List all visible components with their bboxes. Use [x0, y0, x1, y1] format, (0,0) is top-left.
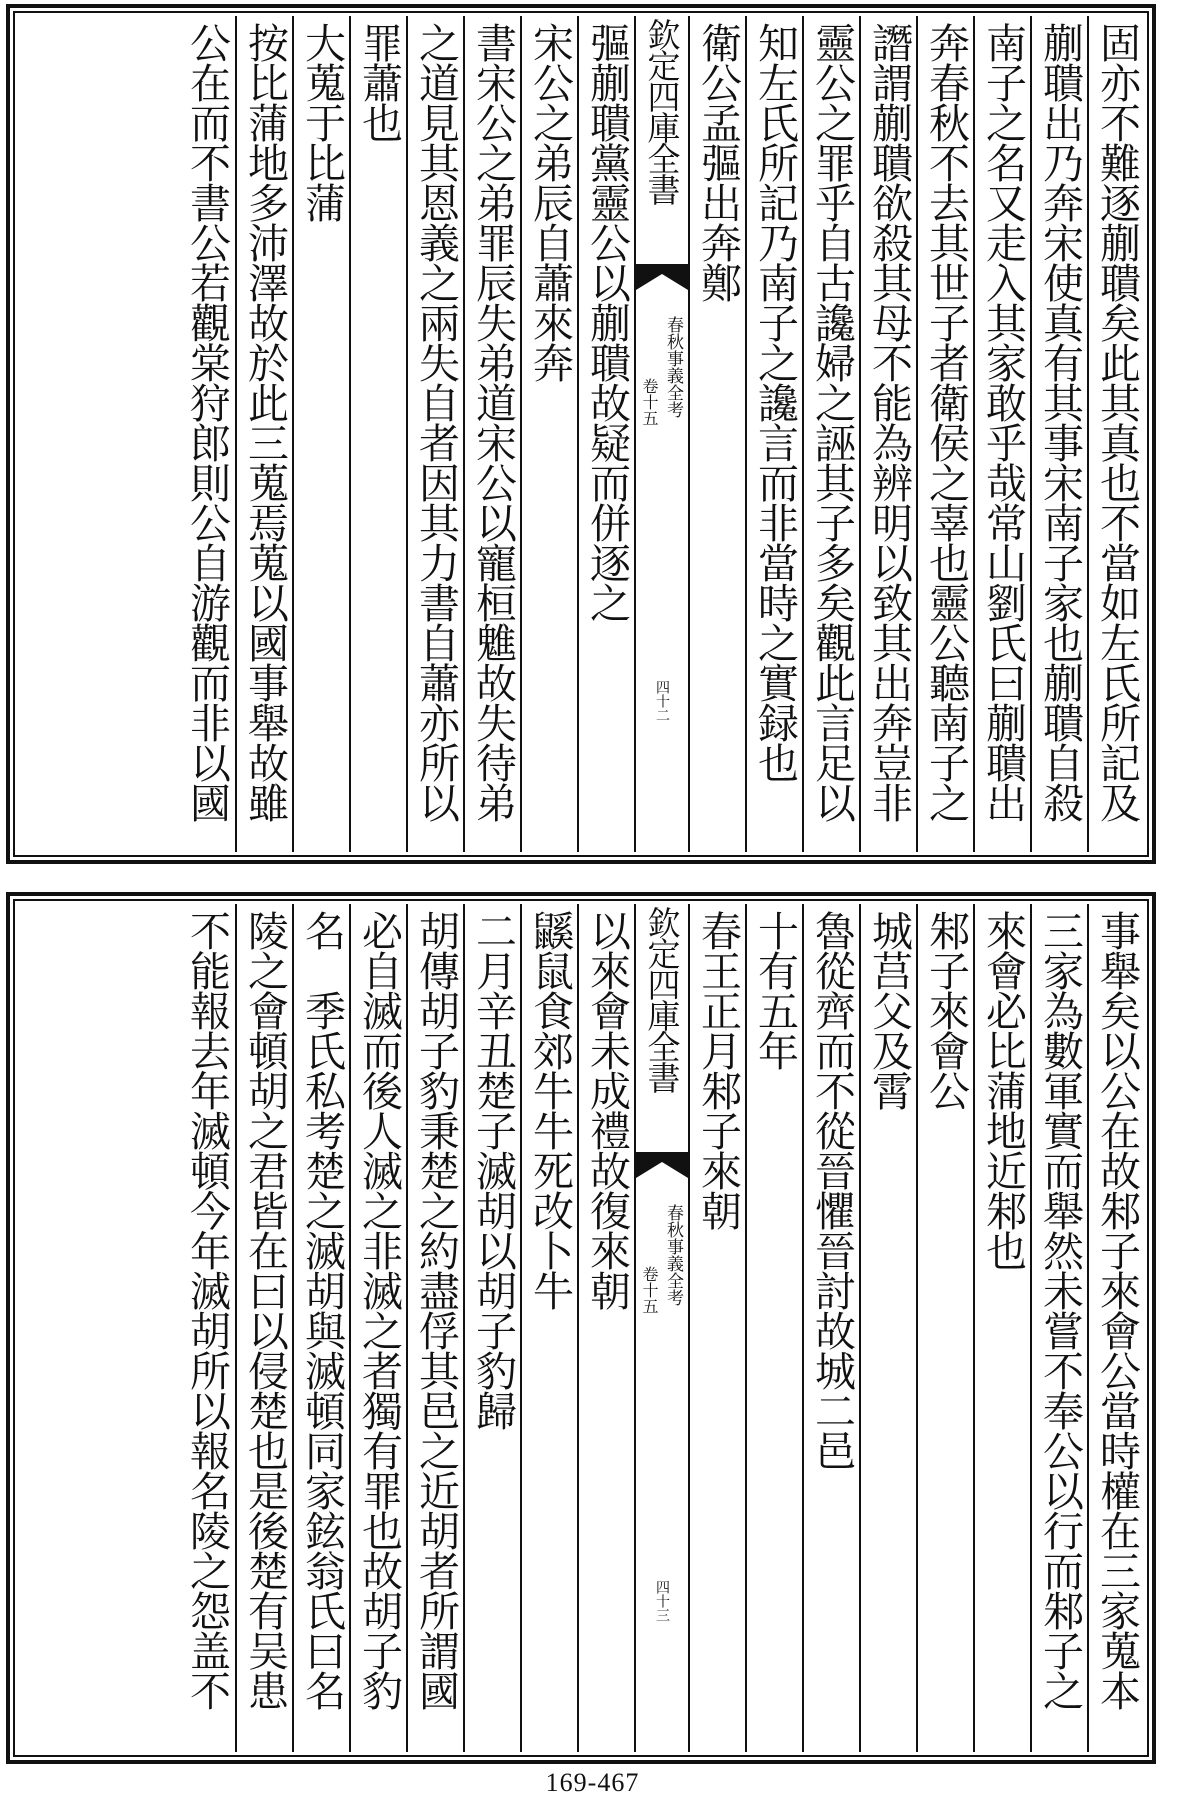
text-column	[1030, 16, 1087, 852]
text-column	[859, 16, 916, 852]
column-text: 鼷鼠食郊牛牛死改卜牛	[526, 910, 574, 1310]
column-text: 靈公之罪乎自古讒婦之誣其子多矣觀此言足以	[808, 22, 856, 822]
column-text: 邾子來會公	[922, 910, 970, 1110]
column-text: 城莒父及霄	[865, 910, 913, 1110]
gutter-book-title: 春秋事義全考	[663, 316, 683, 418]
column-text: 公在而不書公若觀棠狩郎則公自游觀而非以國	[183, 22, 231, 822]
text-column	[235, 904, 292, 1752]
text-column	[520, 16, 577, 852]
column-text: 罪蕭也	[355, 22, 403, 142]
column-text: 來會必比蒲地近邾也	[979, 910, 1027, 1270]
text-column	[577, 904, 634, 1752]
top-page	[6, 4, 1156, 864]
text-column	[1087, 16, 1144, 852]
column-text: 書宋公之弟罪辰失弟道宋公以寵桓魋故失待弟	[469, 22, 517, 822]
text-column	[520, 904, 577, 1752]
text-column	[577, 16, 634, 852]
gutter-page-number: 四十二	[654, 680, 670, 722]
column-text: 魯從齊而不從晉懼晉討故城二邑	[808, 910, 856, 1470]
column-text: 衛公孟彄出奔鄭	[694, 22, 742, 302]
column-text: 奔春秋不去其世子者衛侯之辜也靈公聽南子之	[922, 22, 970, 822]
text-column	[463, 16, 520, 852]
column-text: 春王正月邾子來朝	[694, 910, 742, 1230]
column-text: 知左氏所記乃南子之讒言而非當時之實録也	[751, 22, 799, 782]
text-column	[178, 904, 235, 1752]
column-text: 名 季氏私考楚之滅胡與滅頓同家鉉翁氏曰名	[298, 910, 346, 1710]
text-column	[406, 904, 463, 1752]
fishtail-mark-icon	[636, 264, 688, 290]
column-text: 彄蒯聵黨靈公以蒯聵故疑而併逐之	[583, 22, 631, 622]
column-text: 固亦不難逐蒯聵矣此其真也不當如左氏所記及	[1093, 22, 1141, 822]
text-column	[463, 904, 520, 1752]
column-text: 宋公之弟辰自蕭來奔	[526, 22, 574, 382]
column-text: 譖謂蒯聵欲殺其母不能為辨明以致其出奔豈非	[865, 22, 913, 822]
gutter-page-number: 四十三	[654, 1580, 670, 1622]
column-text: 三家為數軍實而舉然未嘗不奉公以行而邾子之	[1036, 910, 1084, 1710]
scan-page-number: 169-467	[545, 1768, 640, 1797]
text-column	[688, 16, 745, 852]
gutter-title: 欽定四庫全書	[642, 906, 682, 1092]
column-text: 按比蒲地多沛澤故於此三蒐焉蒐以國事舉故雖	[241, 22, 289, 822]
text-column	[973, 904, 1030, 1752]
page-gutter	[634, 904, 688, 1752]
text-column	[406, 16, 463, 852]
top-columns	[18, 16, 1144, 852]
column-text: 以來會未成禮故復來朝	[583, 910, 631, 1310]
column-text: 事舉矣以公在故邾子來會公當時權在三家蒐本	[1093, 910, 1141, 1710]
gutter-volume: 卷十五	[640, 378, 659, 426]
text-column	[745, 16, 802, 852]
gutter-volume: 卷十五	[640, 1266, 659, 1314]
text-column	[916, 904, 973, 1752]
text-column	[292, 904, 349, 1752]
text-column	[292, 16, 349, 852]
page-gutter	[634, 16, 688, 852]
column-text: 十有五年	[751, 910, 799, 1070]
text-column	[349, 16, 406, 852]
fishtail-mark-icon	[636, 1152, 688, 1178]
gutter-book-title: 春秋事義全考	[663, 1204, 683, 1306]
column-text: 之道見其恩義之兩失自者因其力書自蕭亦所以	[412, 22, 460, 822]
column-text: 不能報去年滅頓今年滅胡所以報名陵之怨盖不	[183, 910, 231, 1710]
text-column	[802, 16, 859, 852]
text-column	[178, 16, 235, 852]
text-column	[859, 904, 916, 1752]
column-text: 必自滅而後人滅之非滅之者獨有罪也故胡子豹	[355, 910, 403, 1710]
gutter-title: 欽定四庫全書	[642, 18, 682, 204]
column-text: 陵之會頓胡之君皆在曰以侵楚也是後楚有吴患	[241, 910, 289, 1710]
column-text: 大蒐于比蒲	[298, 22, 346, 222]
bottom-page	[6, 892, 1156, 1764]
bottom-columns	[18, 904, 1144, 1752]
text-column	[235, 16, 292, 852]
text-column	[1087, 904, 1144, 1752]
text-column	[349, 904, 406, 1752]
text-column	[745, 904, 802, 1752]
column-text: 蒯聵出乃奔宋使真有其事宋南子家也蒯聵自殺	[1036, 22, 1084, 822]
text-column	[688, 904, 745, 1752]
column-text: 南子之名又走入其家敢乎哉常山劉氏曰蒯聵出	[979, 22, 1027, 822]
text-column	[1030, 904, 1087, 1752]
text-column	[802, 904, 859, 1752]
text-column	[973, 16, 1030, 852]
column-text: 二月辛丑楚子滅胡以胡子豹歸	[469, 910, 517, 1430]
text-column	[916, 16, 973, 852]
column-text: 胡傳胡子豹秉楚之約盡俘其邑之近胡者所謂國	[412, 910, 460, 1710]
